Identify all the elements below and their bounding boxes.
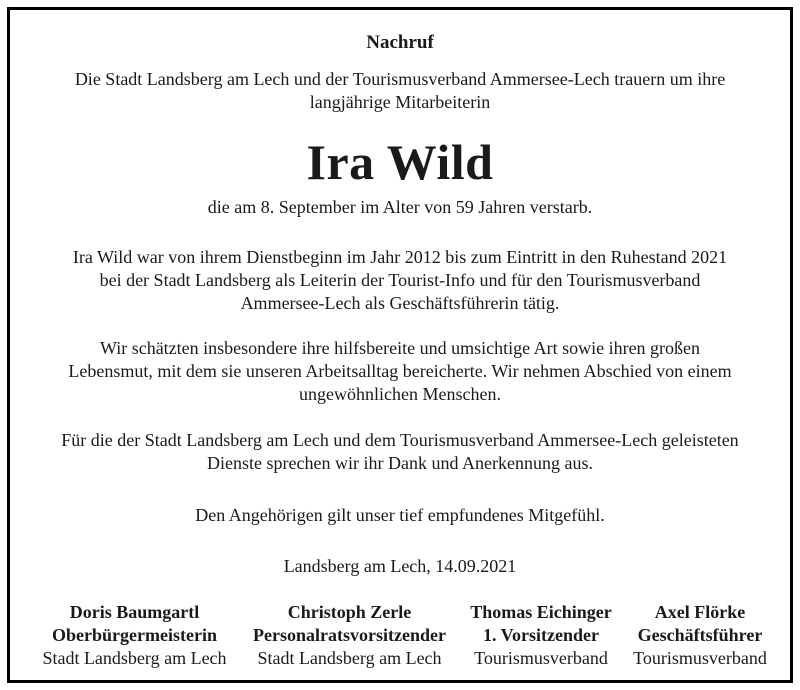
- intro-line: Die Stadt Landsberg am Lech und der Tourismusverband Ammersee-Lech trauern um ihre: [74, 69, 726, 89]
- signer-name: Doris Baumgartl: [69, 602, 200, 622]
- signature-entry: [32, 601, 237, 670]
- paragraph-line: bei der Stadt Landsberg als Leiterin der Tourist-Info und für den Tourismusverband: [99, 270, 701, 290]
- place-date: Landsberg am Lech, 14.09.2021: [283, 556, 517, 576]
- paragraph-line: Ira Wild war von ihrem Dienstbeginn im Jahr 2012 bis zum Eintritt in den Ruhestand 2021: [72, 247, 728, 267]
- paragraph-line: Wir schätzten insbesondere ihre hilfsbereite und umsichtige Art sowie ihren großen: [99, 338, 701, 358]
- obituary-frame: [7, 7, 793, 683]
- signer-organization: Stadt Landsberg am Lech: [257, 648, 442, 668]
- signature-entry: [624, 601, 776, 670]
- signer-role: 1. Vorsitzender: [483, 625, 599, 645]
- paragraph-line: Lebensmut, mit dem sie unseren Arbeitsalltag bereicherte. Wir nehmen Abschied von einem: [68, 361, 732, 381]
- notice-heading: Nachruf: [366, 32, 434, 53]
- signer-organization: Stadt Landsberg am Lech: [42, 648, 227, 668]
- signer-role: Personalratsvorsitzender: [253, 625, 446, 645]
- death-line: die am 8. September im Alter von 59 Jahren verstarb.: [207, 197, 593, 217]
- intro-text: [30, 68, 770, 114]
- signer-organization: Tourismusverband: [633, 648, 767, 668]
- signature-entry: [462, 601, 620, 670]
- signer-role: Geschäftsführer: [637, 625, 763, 645]
- appreciation-paragraph: [30, 337, 770, 406]
- signer-name: Axel Flörke: [654, 602, 746, 622]
- paragraph-line: Für die der Stadt Landsberg am Lech und dem Tourismusverband Ammersee-Lech geleisteten: [61, 430, 739, 450]
- paragraph-line: Dienste sprechen wir ihr Dank und Anerkennung aus.: [207, 453, 593, 473]
- career-paragraph: [30, 246, 770, 315]
- paragraph-line: Ammersee-Lech als Geschäftsführerin tätig.: [240, 293, 560, 313]
- deceased-name: Ira Wild: [306, 134, 494, 190]
- signer-role: Oberbürgermeisterin: [52, 625, 217, 645]
- paragraph-line: ungewöhnlichen Menschen.: [299, 384, 501, 404]
- intro-line: langjährige Mitarbeiterin: [309, 92, 491, 112]
- signer-name: Thomas Eichinger: [470, 602, 612, 622]
- signer-name: Christoph Zerle: [287, 602, 412, 622]
- condolence-paragraph: Den Angehörigen gilt unser tief empfundenes Mitgefühl.: [195, 505, 605, 525]
- thanks-paragraph: [30, 429, 770, 475]
- signature-block: [10, 601, 790, 681]
- signer-organization: Tourismusverband: [474, 648, 608, 668]
- signature-entry: [247, 601, 452, 670]
